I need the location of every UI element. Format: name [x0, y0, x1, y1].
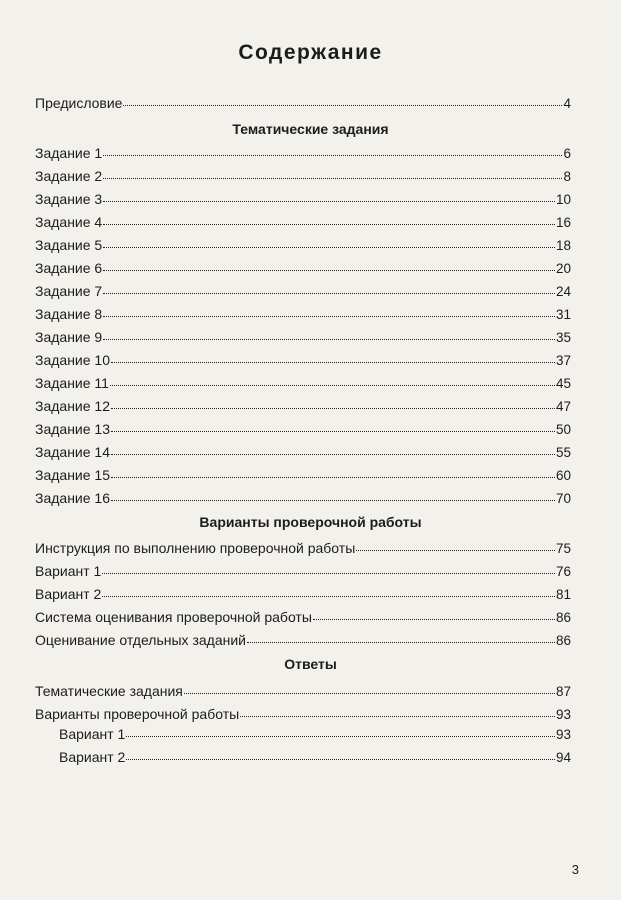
toc-entry-label: Задание 12: [35, 398, 110, 414]
dot-leader: [184, 683, 555, 694]
toc-entry-page: 35: [555, 330, 571, 345]
section-heading-variants: Варианты проверочной работы: [199, 514, 422, 530]
toc-entry-label: Задание 7: [35, 283, 103, 299]
toc-entry-label: Инструкция по выполнению проверочной работы: [35, 540, 356, 556]
toc-entry-page: 86: [555, 633, 571, 648]
toc-entry-instruction[interactable]: [35, 539, 571, 558]
toc-entry-label: Предисловие: [35, 95, 123, 111]
dot-leader: [123, 95, 562, 106]
page-number: 3: [571, 862, 579, 877]
toc-entry-task-grading[interactable]: [35, 631, 571, 650]
toc-entry-label: Тематические задания: [35, 683, 183, 699]
toc-entry-task-10[interactable]: [35, 351, 571, 370]
dot-leader: [111, 352, 555, 363]
toc-entry-task-4[interactable]: [35, 213, 571, 232]
dot-leader: [103, 260, 555, 271]
toc-entry-task-5[interactable]: [35, 236, 571, 255]
dot-leader: [356, 540, 555, 551]
dot-leader: [103, 191, 555, 202]
toc-entry-page: 50: [555, 422, 571, 437]
section-heading-answers: Ответы: [284, 656, 337, 672]
toc-entry-answers-variants[interactable]: [35, 705, 571, 724]
toc-entry-task-16[interactable]: [35, 489, 571, 508]
toc-entry-task-2[interactable]: [35, 167, 571, 186]
toc-entry-page: 20: [555, 261, 571, 276]
toc-entry-page: 45: [555, 376, 571, 391]
toc-entry-label: Задание 2: [35, 168, 103, 184]
toc-entry-label: Задание 13: [35, 421, 110, 437]
toc-entry-task-1[interactable]: [35, 144, 571, 163]
toc-entry-label: Задание 10: [35, 352, 110, 368]
toc-entry-task-12[interactable]: [35, 397, 571, 416]
toc-entry-label: Вариант 2: [35, 586, 102, 602]
toc-entry-label: Задание 8: [35, 306, 103, 322]
dot-leader: [247, 632, 555, 643]
toc-entry-preface[interactable]: [35, 94, 571, 113]
dot-leader: [103, 214, 555, 225]
toc-entry-answers-variant-2[interactable]: [59, 748, 571, 767]
toc-entry-page: 31: [555, 307, 571, 322]
toc-entry-page: 10: [555, 192, 571, 207]
toc-entry-task-6[interactable]: [35, 259, 571, 278]
dot-leader: [102, 586, 555, 597]
dot-leader: [103, 306, 555, 317]
toc-entry-label: Задание 6: [35, 260, 103, 276]
dot-leader: [111, 467, 555, 478]
dot-leader: [103, 283, 555, 294]
toc-entry-variant-1[interactable]: [35, 562, 571, 581]
dot-leader: [103, 329, 555, 340]
toc-entry-page: 70: [555, 491, 571, 506]
dot-leader: [102, 563, 555, 574]
toc-entry-label: Задание 3: [35, 191, 103, 207]
dot-leader: [103, 168, 562, 179]
toc-entry-label: Задание 5: [35, 237, 103, 253]
toc-entry-task-14[interactable]: [35, 443, 571, 462]
toc-entry-label: Система оценивания проверочной работы: [35, 609, 312, 625]
toc-entry-label: Задание 4: [35, 214, 103, 230]
toc-entry-label: Задание 16: [35, 490, 110, 506]
section-heading-thematic: Тематические задания: [232, 121, 389, 137]
toc-entry-label: Вариант 1: [35, 563, 102, 579]
toc-entry-label: Задание 9: [35, 329, 103, 345]
toc-entry-task-7[interactable]: [35, 282, 571, 301]
toc-entry-label: Задание 14: [35, 444, 110, 460]
toc-entry-page: 6: [563, 146, 571, 161]
toc-entry-task-8[interactable]: [35, 305, 571, 324]
toc-entry-answers-variant-1[interactable]: [59, 725, 571, 744]
toc-entry-task-3[interactable]: [35, 190, 571, 209]
toc-entry-answers-thematic[interactable]: [35, 682, 571, 701]
toc-entry-variant-2[interactable]: [35, 585, 571, 604]
dot-leader: [111, 421, 555, 432]
toc-entry-page: 93: [555, 707, 571, 722]
dot-leader: [111, 444, 555, 455]
dot-leader: [110, 375, 555, 386]
toc-entry-page: 87: [555, 684, 571, 699]
dot-leader: [126, 749, 555, 760]
dot-leader: [103, 145, 562, 156]
toc-entry-page: 8: [563, 169, 571, 184]
toc-entry-page: 47: [555, 399, 571, 414]
toc-entry-page: 86: [555, 610, 571, 625]
toc-entry-task-15[interactable]: [35, 466, 571, 485]
page-title: Содержание: [238, 41, 383, 64]
dot-leader: [313, 609, 555, 620]
toc-entry-page: 18: [555, 238, 571, 253]
toc-entry-page: 4: [563, 96, 571, 111]
dot-leader: [240, 706, 555, 717]
toc-entry-page: 24: [555, 284, 571, 299]
dot-leader: [111, 398, 555, 409]
toc-entry-page: 60: [555, 468, 571, 483]
dot-leader: [111, 490, 555, 501]
toc-entry-page: 55: [555, 445, 571, 460]
toc-entry-page: 75: [555, 541, 571, 556]
toc-entry-page: 37: [555, 353, 571, 368]
toc-entry-page: 16: [555, 215, 571, 230]
toc-entry-task-13[interactable]: [35, 420, 571, 439]
toc-entry-page: 93: [555, 727, 571, 742]
toc-entry-label: Задание 11: [35, 375, 109, 391]
toc-entry-label: Задание 1: [35, 145, 103, 161]
toc-entry-grading-system[interactable]: [35, 608, 571, 627]
toc-entry-label: Вариант 2: [59, 749, 126, 765]
toc-entry-page: 81: [555, 587, 571, 602]
toc-entry-label: Задание 15: [35, 467, 110, 483]
dot-leader: [103, 237, 555, 248]
toc-entry-label: Варианты проверочной работы: [35, 706, 240, 722]
toc-entry-page: 76: [555, 564, 571, 579]
toc-entry-label: Вариант 1: [59, 726, 126, 742]
toc-entry-label: Оценивание отдельных заданий: [35, 632, 246, 648]
toc-entry-task-9[interactable]: [35, 328, 571, 347]
toc-entry-page: 94: [555, 750, 571, 765]
dot-leader: [126, 726, 555, 737]
toc-entry-task-11[interactable]: [35, 374, 571, 393]
